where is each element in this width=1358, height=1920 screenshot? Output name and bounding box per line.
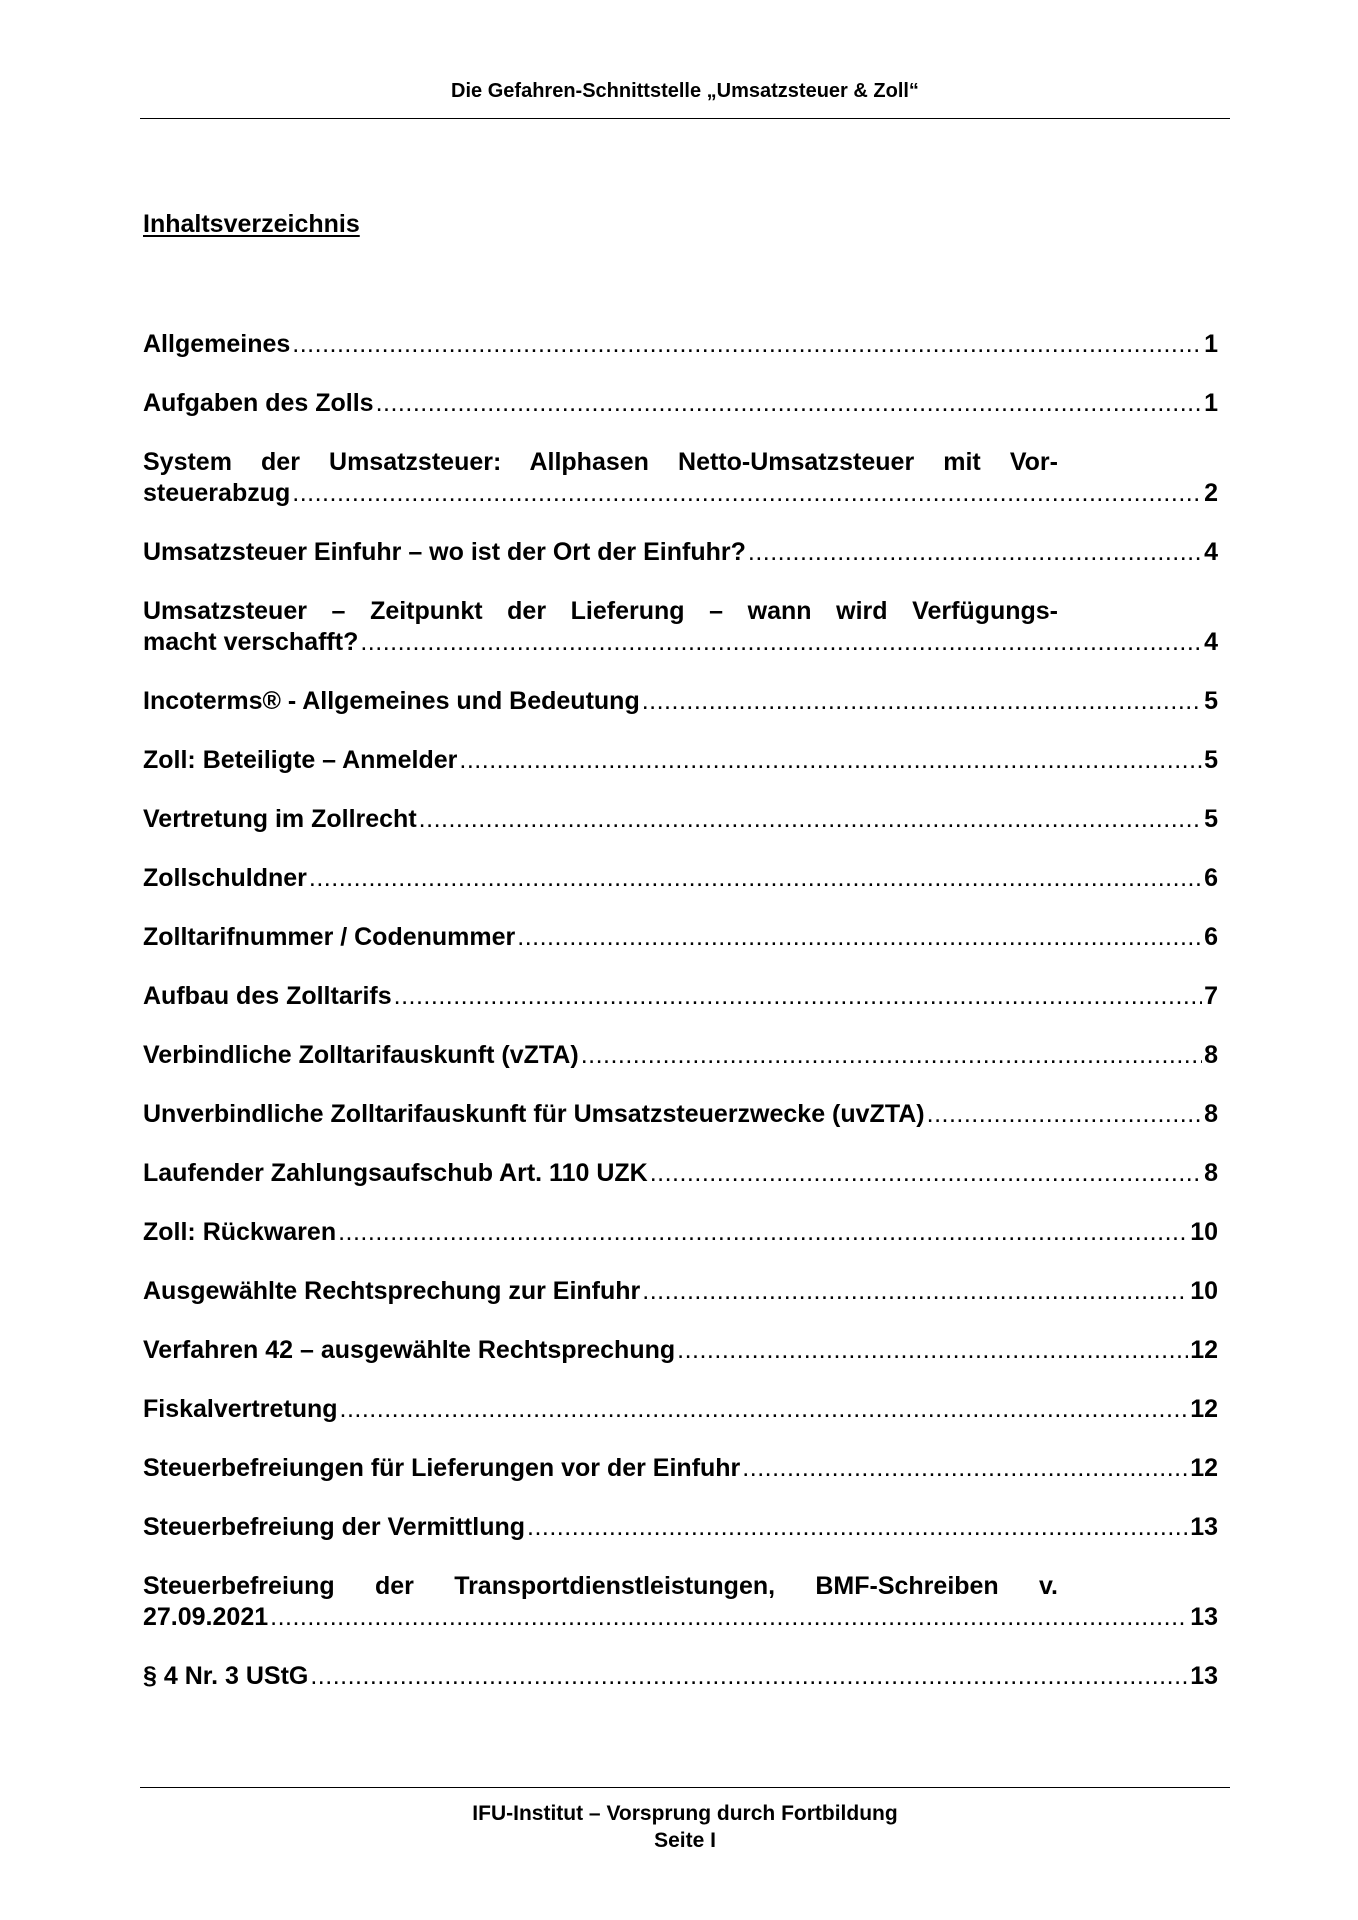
toc-entry[interactable]	[143, 686, 1218, 717]
toc-entry[interactable]	[143, 1158, 1218, 1189]
toc-entry[interactable]	[143, 1453, 1218, 1484]
toc-entry-title: Verbindliche Zolltarifauskunft (vZTA)	[143, 1041, 579, 1069]
dot-leader	[376, 388, 1203, 419]
toc-entry[interactable]	[143, 745, 1218, 776]
toc-entry-page: 12	[1190, 1336, 1218, 1364]
toc-entry-page: 10	[1190, 1218, 1218, 1246]
dot-leader	[270, 1602, 1188, 1633]
footer-divider	[140, 1787, 1230, 1788]
toc-entry-title: Aufbau des Zolltarifs	[143, 982, 392, 1010]
toc-entry-page: 1	[1204, 389, 1218, 417]
toc-entry-title: Fiskalvertretung	[143, 1395, 338, 1423]
toc-entry-title: Aufgaben des Zolls	[143, 389, 374, 417]
toc-entry-title: § 4 Nr. 3 UStG	[143, 1662, 309, 1690]
dot-leader	[459, 745, 1202, 776]
toc-entry-page: 5	[1204, 687, 1218, 715]
dot-leader	[310, 1661, 1188, 1692]
toc-entry-page: 8	[1204, 1159, 1218, 1187]
toc-entry-title: Umsatzsteuer Einfuhr – wo ist der Ort der Einfuhr?	[143, 538, 746, 566]
toc-entry-page: 4	[1204, 538, 1218, 566]
toc-entry-page: 12	[1190, 1454, 1218, 1482]
dot-leader	[292, 329, 1202, 360]
toc-entry-page: 13	[1190, 1603, 1218, 1631]
toc-entry-title: Zoll: Rückwaren	[143, 1218, 337, 1246]
toc-entry[interactable]	[143, 804, 1218, 835]
toc-entry-title: steuerabzug	[143, 479, 291, 507]
dot-leader	[517, 922, 1202, 953]
dot-leader	[642, 686, 1202, 717]
toc-entry-title: 27.09.2021	[143, 1603, 269, 1631]
header-divider	[140, 118, 1230, 119]
toc-entry-title: Steuerbefreiungen für Lieferungen vor der Einfuhr	[143, 1454, 741, 1482]
toc-entry-page: 6	[1204, 864, 1218, 892]
toc-entry[interactable]	[143, 329, 1218, 360]
toc-entry-page: 13	[1190, 1513, 1218, 1541]
toc-entry-title-line1: Steuerbefreiung der Transportdienstleistungen, BMF-Schreiben v.	[143, 1572, 1058, 1600]
toc-entry-page: 8	[1204, 1100, 1218, 1128]
toc-entry[interactable]	[143, 863, 1218, 894]
dot-leader	[340, 1394, 1189, 1425]
toc-entry[interactable]	[143, 1571, 1218, 1633]
toc-entry[interactable]	[143, 1335, 1218, 1366]
toc-entry-title: Zollschuldner	[143, 864, 307, 892]
toc-entry[interactable]	[143, 981, 1218, 1012]
toc-entry[interactable]	[143, 596, 1218, 658]
dot-leader	[338, 1217, 1188, 1248]
toc-entry-title: Ausgewählte Rechtsprechung zur Einfuhr	[143, 1277, 641, 1305]
toc-entry-page: 13	[1190, 1662, 1218, 1690]
dot-leader	[292, 478, 1202, 509]
toc-entry[interactable]	[143, 1512, 1218, 1543]
toc-entry[interactable]	[143, 1217, 1218, 1248]
toc-entry[interactable]	[143, 1040, 1218, 1071]
toc-entry-title: Allgemeines	[143, 330, 291, 358]
footer-institute: IFU-Institut – Vorsprung durch Fortbildung	[472, 1802, 898, 1825]
dot-leader	[419, 804, 1202, 835]
toc-entry-title-line1: System der Umsatzsteuer: Allphasen Netto-Umsatzsteuer mit Vor-	[143, 448, 1058, 476]
toc-entry[interactable]	[143, 1394, 1218, 1425]
toc-entry-page: 5	[1204, 805, 1218, 833]
toc-entry-page: 12	[1190, 1395, 1218, 1423]
toc-entry-title: Laufender Zahlungsaufschub Art. 110 UZK	[143, 1159, 648, 1187]
toc-entry-page: 6	[1204, 923, 1218, 951]
toc-entry-title: Zoll: Beteiligte – Anmelder	[143, 746, 458, 774]
toc-entry[interactable]	[143, 1661, 1218, 1692]
toc-entry-page: 10	[1190, 1277, 1218, 1305]
toc-heading: Inhaltsverzeichnis	[143, 210, 360, 238]
running-footer	[140, 1800, 1230, 1854]
dot-leader	[748, 537, 1202, 568]
dot-leader	[527, 1512, 1188, 1543]
dot-leader	[360, 627, 1202, 658]
toc-entry[interactable]	[143, 537, 1218, 568]
toc-entry-page: 7	[1204, 982, 1218, 1010]
dot-leader	[742, 1453, 1188, 1484]
toc-entry[interactable]	[143, 447, 1218, 509]
toc-entry-page: 5	[1204, 746, 1218, 774]
toc-entry-title: Vertretung im Zollrecht	[143, 805, 417, 833]
dot-leader	[394, 981, 1202, 1012]
toc-entry[interactable]	[143, 1099, 1218, 1130]
dot-leader	[677, 1335, 1188, 1366]
toc-entry-title: Zolltarifnummer / Codenummer	[143, 923, 516, 951]
toc-entry[interactable]	[143, 1276, 1218, 1307]
toc-entry-page: 1	[1204, 330, 1218, 358]
toc-entry-title: Steuerbefreiung der Vermittlung	[143, 1513, 526, 1541]
toc-entry-page: 2	[1204, 479, 1218, 507]
toc-entry-title: macht verschafft?	[143, 628, 359, 656]
toc-entry-title: Verfahren 42 – ausgewählte Rechtsprechung	[143, 1336, 676, 1364]
dot-leader	[650, 1158, 1202, 1189]
toc-entry-page: 4	[1204, 628, 1218, 656]
toc-entry-page: 8	[1204, 1041, 1218, 1069]
running-header: Die Gefahren-Schnittstelle „Umsatzsteuer & Zoll“	[451, 80, 919, 102]
footer-page-number: Seite I	[654, 1829, 716, 1852]
toc-entry-title: Unverbindliche Zolltarifauskunft für Umsatzsteuerzwecke (uvZTA)	[143, 1100, 925, 1128]
dot-leader	[642, 1276, 1188, 1307]
dot-leader	[309, 863, 1202, 894]
toc-entry-title: Incoterms® - Allgemeines und Bedeutung	[143, 687, 640, 715]
dot-leader	[581, 1040, 1202, 1071]
toc-entry[interactable]	[143, 388, 1218, 419]
toc-entry-title-line1: Umsatzsteuer – Zeitpunkt der Lieferung – wann wird Verfügungs-	[143, 597, 1058, 625]
toc-entry[interactable]	[143, 922, 1218, 953]
dot-leader	[927, 1099, 1202, 1130]
